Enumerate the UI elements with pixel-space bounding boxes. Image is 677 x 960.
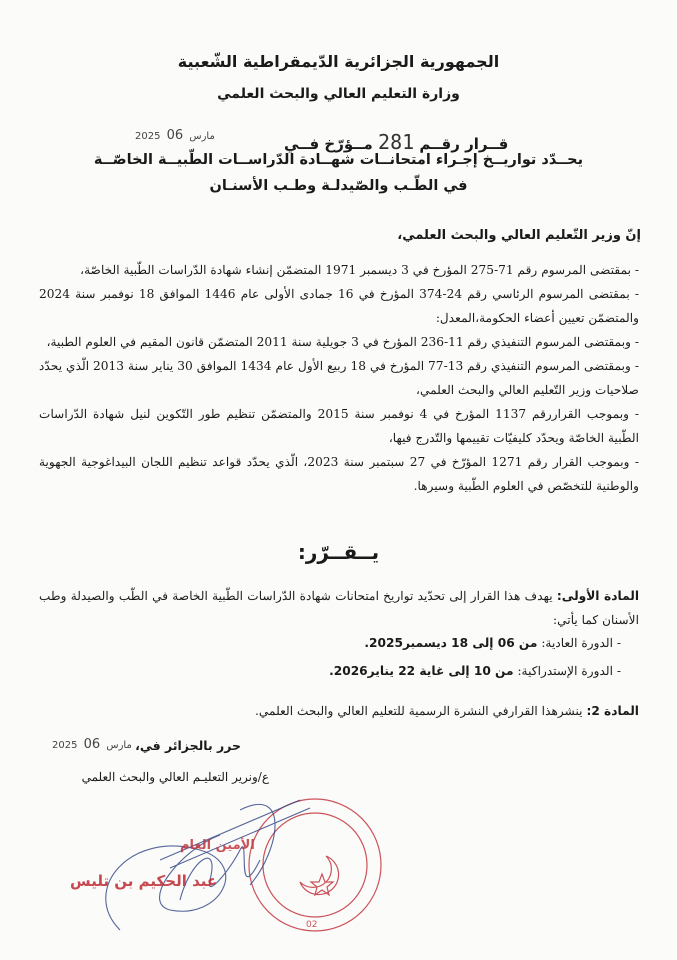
- decree-date-month: مارس: [189, 131, 215, 142]
- article-2: [255, 704, 639, 718]
- official-stamp-icon: [60, 790, 390, 940]
- on-behalf-of-minister: ع/ونرير التعليـم العالي والبحث العلمي: [81, 770, 269, 784]
- consideration-item: - بمقتضى المرسوم الرئاسي رقم 24-374 المؤرخ في 16 جمادى الأولى عام 1446 الموافق 18 نوفمبر سنة 2024 والمتضمّن تعيين أعضاء الحكومة،المعدل:: [39, 287, 639, 325]
- article-2-text: ينشرهذا القرارفي النشرة الرسمية للتعليم العالي والبحث العلمي.: [254, 704, 583, 718]
- decree-title-line-1: يحــدّد تواريــخ إجـراء امتحانــات شهــادة الدّراســات الطّبيــة الخاصّــة: [93, 152, 584, 168]
- consideration-item: - وبموجب القرار رقم 1271 المؤرّخ في 27 سبتمبر سنة 2023، الّذي يحدّد قواعد تنظيم اللجان البيداغوجية الجهوية والوطنية للتخصّص في العلوم الطّبية وسيرها.: [39, 455, 639, 493]
- handwritten-signature: [106, 800, 310, 930]
- session-regular: [364, 636, 621, 650]
- stamp-number: 02: [306, 920, 318, 930]
- done-date-year: 2025: [52, 740, 78, 751]
- decree-title-line-2: في الطّـب والصّيدلـة وطـب الأسنـان: [209, 178, 468, 194]
- signatory-name: عبد الحكيم بن تليس: [70, 872, 218, 890]
- decree-prefix: قــرار رقــم: [419, 135, 509, 153]
- signature-block: [60, 790, 390, 940]
- decree-dated: مــؤرّخ فــي: [283, 135, 373, 153]
- done-date-day: 06: [83, 737, 101, 752]
- decree-number: 281: [378, 130, 415, 154]
- article-1-text: يهدف هذا القرار إلى تحدّيد تواريخ امتحانات شهادة الدّراسات الطّبية الخاصة في الطّب والصيدلة وطب الأسنان كما يأتي:: [39, 589, 639, 627]
- consideration-item: - بمقتضى المرسوم رقم 71-275 المؤرخ في 3 ديسمبر 1971 المتضمّن إنشاء شهادة الدّراسات الطّبية الخاصّة،: [80, 263, 639, 277]
- article-2-label: المادة 2:: [586, 704, 639, 718]
- article-1-label: المادة الأولى:: [556, 589, 639, 603]
- done-date-stamp: [52, 737, 132, 752]
- session-dates: من 10 إلى غاية 22 يناير2026.: [329, 664, 514, 678]
- considerations-list: [39, 258, 639, 498]
- decree-date-day: 06: [166, 128, 184, 143]
- done-date-month: مارس: [106, 740, 132, 751]
- session-dates: من 06 إلى 18 ديسمبر2025.: [364, 636, 538, 650]
- done-at: حرر بالجزائر في،: [135, 738, 241, 753]
- session-name: - الدورة الإستدراكية:: [517, 664, 621, 678]
- consideration-item: - وبمقتضى المرسوم التنفيذي رقم 13-77 المؤرخ في 18 ربيع الأول عام 1434 الموافق 30 يناير سنة 2013 الّذي يحدّد صلاحيات وزير التّعليم العالي والبحث العلمي،: [39, 359, 639, 397]
- ministry-heading: وزارة التعليم العالي والبحث العلمي: [217, 86, 460, 102]
- consideration-item: - وبمقتضى المرسوم التنفيذي رقم 11-236 المؤرخ في 3 جويلية سنة 2011 المتضمّن قانون المقيم في العلوم الطبية،: [46, 335, 639, 349]
- article-1: [39, 584, 639, 632]
- decides-heading: يــقــرّر:: [297, 540, 380, 564]
- consideration-item: - وبموجب القراررقم 1137 المؤرخ في 4 نوفمبر سنة 2015 والمتضمّن تنظيم طور التّكوين لنيل شهادة الدّراسات الطّبية الخاصّة ويحدّد كليفيّات تقييمها والتّدرج فيها،: [39, 407, 639, 445]
- intro-heading: إنّ وزير التّعليم العالي والبحث العلمي،: [397, 228, 641, 243]
- decree-date-year: 2025: [135, 131, 161, 142]
- decree-number-line: [0, 130, 677, 154]
- session-name: - الدورة العادية:: [541, 636, 621, 650]
- session-makeup: [329, 664, 621, 678]
- republic-heading: الجمهورية الجزائرية الدّيمقراطية الشّعبية: [177, 52, 500, 71]
- signatory-title: الأمين العام: [180, 838, 255, 853]
